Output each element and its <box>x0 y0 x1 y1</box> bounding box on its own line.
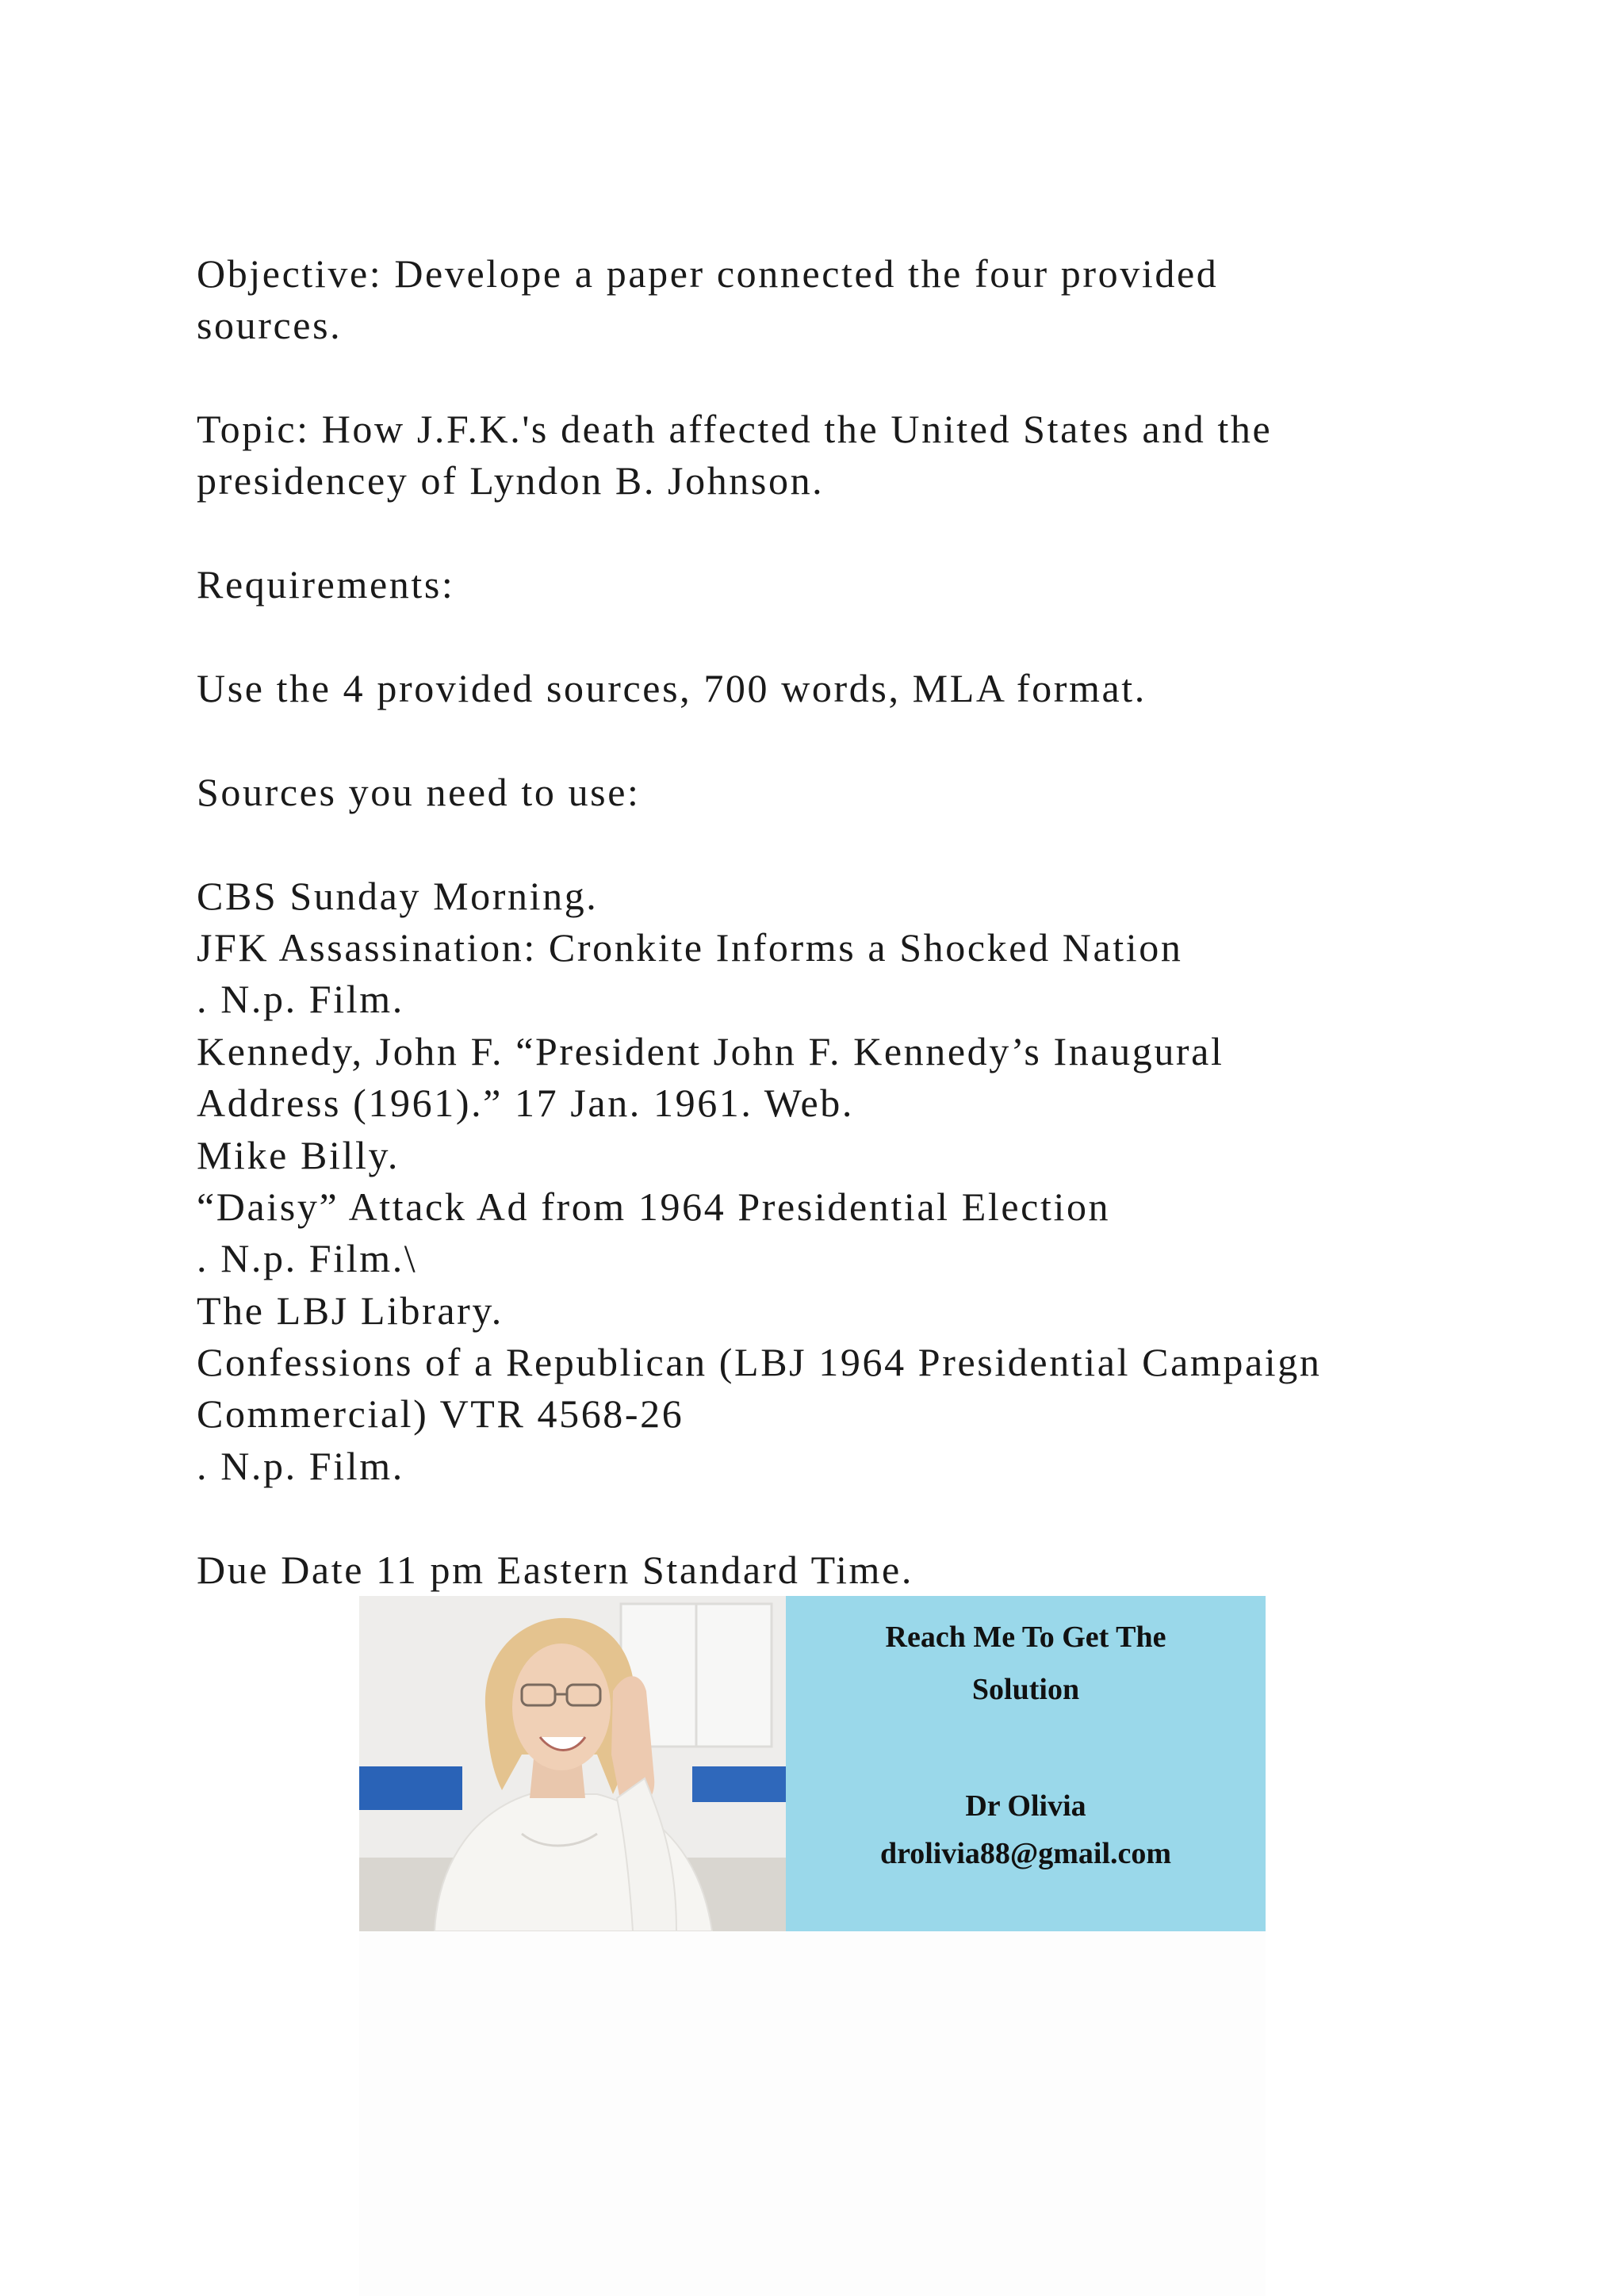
source-line: CBS Sunday Morning. <box>197 874 599 918</box>
topic-line-1: Topic: How J.F.K.'s death affected the United States and the <box>197 407 1273 451</box>
source-line: Mike Billy. <box>197 1133 400 1177</box>
contact-email: drolivia88@gmail.com <box>879 1837 1172 1870</box>
objective-line-1: Objective: Develope a paper connected the four provided <box>197 251 1219 296</box>
sources-heading: Sources you need to use: <box>197 770 641 814</box>
source-line: Confessions of a Republican (LBJ 1964 Presidential Campaign <box>197 1340 1322 1384</box>
banner-headline-line-2: Solution <box>971 1673 1080 1706</box>
objective-line-2: sources. <box>197 303 343 347</box>
contact-banner <box>359 1596 1266 1931</box>
source-line: . N.p. Film.\ <box>197 1236 418 1280</box>
requirements-detail: Use the 4 provided sources, 700 words, MLA format. <box>197 666 1147 710</box>
contact-name: Dr Olivia <box>965 1789 1086 1823</box>
source-line: “Daisy” Attack Ad from 1964 Presidential Election <box>197 1184 1111 1229</box>
banner-headline-line-1: Reach Me To Get The <box>885 1621 1166 1654</box>
source-line: Commercial) VTR 4568-26 <box>197 1391 684 1436</box>
source-line: The LBJ Library. <box>197 1288 504 1333</box>
source-line: . N.p. Film. <box>197 977 404 1021</box>
source-line: . N.p. Film. <box>197 1444 404 1488</box>
requirements-heading: Requirements: <box>197 562 455 607</box>
due-date-line: Due Date 11 pm Eastern Standard Time. <box>197 1548 914 1592</box>
contact-panel <box>786 1596 1266 1931</box>
topic-line-2: presidencey of Lyndon B. Johnson. <box>197 458 825 503</box>
source-line: JFK Assassination: Cronkite Informs a Shocked Nation <box>197 925 1183 970</box>
source-line: Address (1961).” 17 Jan. 1961. Web. <box>197 1081 854 1125</box>
faint-image-area <box>359 1931 1266 2296</box>
woman-photo <box>359 1596 786 1931</box>
source-line: Kennedy, John F. “President John F. Kennedy’s Inaugural <box>197 1029 1224 1073</box>
